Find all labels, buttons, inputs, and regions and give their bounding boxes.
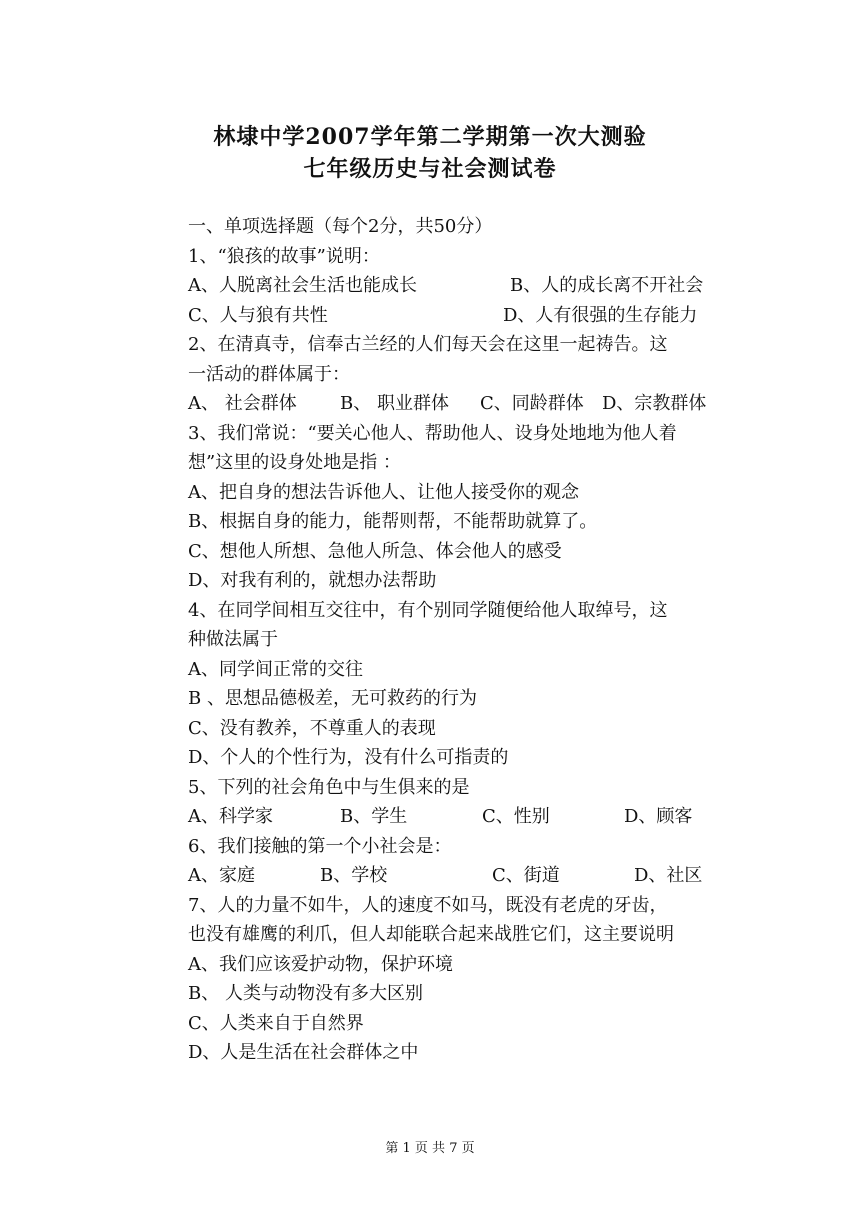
option-c: C、没有教养，不尊重人的表现 — [188, 717, 436, 739]
question-6-stem: 6、我们接触的第一个小社会是： — [188, 835, 452, 857]
question-6-options — [188, 861, 720, 891]
option-c: C、街道 — [492, 865, 560, 886]
option-a: A、家庭 — [188, 865, 255, 886]
option-b: B、根据自身的能力，能帮则帮，不能帮助就算了。 — [188, 511, 598, 532]
option-a: A、人脱离社会生活也能成长 — [188, 275, 417, 296]
question-2-stem-line-1: 2、在清真寺，信奉古兰经的人们每天会在这里一起祷告。这 — [188, 334, 668, 355]
option-a: A、我们应该爱护动物，保护环境 — [188, 953, 453, 975]
option-a: A、科学家 — [188, 806, 273, 827]
question-1-options-row-2 — [188, 301, 720, 331]
question-1-options-row-1 — [188, 271, 720, 301]
option-b: B、人的成长离不开社会 — [510, 275, 704, 296]
option-d: D、宗教群体 — [602, 393, 707, 414]
option-c: C、人与狼有共性 — [188, 304, 328, 326]
question-1-stem: 1、“狼孩的故事”说明： — [188, 245, 380, 267]
question-7-stem-line-2: 也没有雄鹰的利爪，但人却能联合起来战胜它们，这主要说明 — [188, 924, 674, 945]
option-b: B、学生 — [340, 806, 408, 827]
option-b: B 、思想品德极差，无可救药的行为 — [188, 688, 477, 709]
option-c: C、同龄群体 — [480, 393, 584, 414]
exam-title-school: 林埭中学2007学年第二学期第一次大测验 — [213, 124, 647, 150]
question-3-stem-line-2: 想”这里的设身处地是指 ： — [188, 452, 401, 473]
question-2-options — [188, 389, 720, 419]
question-5-stem: 5、下列的社会角色中与生俱来的是 — [188, 776, 470, 798]
option-d: D、对我有利的，就想办法帮助 — [188, 570, 437, 591]
question-4-stem-line-1: 4、在同学间相互交往中，有个别同学随便给他人取绰号，这 — [188, 599, 668, 621]
option-a: A、同学间正常的交往 — [188, 658, 363, 680]
option-b: B、学校 — [320, 865, 388, 886]
option-b: B、 人类与动物没有多大区别 — [188, 983, 423, 1004]
question-7-stem-line-1: 7、人的力量不如牛，人的速度不如马，既没有老虎的牙齿， — [188, 894, 668, 916]
question-4-stem-line-2: 种做法属于 — [188, 629, 278, 650]
option-c: C、想他人所想、急他人所急、体会他人的感受 — [188, 540, 562, 562]
option-d: D、顾客 — [624, 806, 693, 827]
question-2-stem-line-2: 一活动的群体属于： — [188, 363, 350, 385]
option-c: C、人类来自于自然界 — [188, 1012, 364, 1034]
option-c: C、性别 — [482, 806, 550, 827]
option-d: D、人是生活在社会群体之中 — [188, 1042, 419, 1063]
option-d: D、个人的个性行为，没有什么可指责的 — [188, 747, 509, 768]
option-a: A、 社会群体 — [188, 393, 297, 414]
option-d: D、人有很强的生存能力 — [503, 304, 698, 326]
option-b: B、 职业群体 — [340, 393, 449, 414]
page-number: 第 1 页 共 7 页 — [385, 1141, 475, 1156]
exam-title-subject: 七年级历史与社会测试卷 — [303, 156, 557, 182]
option-a: A、把自身的想法告诉他人、让他人接受你的观念 — [188, 481, 579, 503]
option-d: D、社区 — [634, 865, 703, 886]
question-3-stem-line-1: 3、我们常说：“要关心他人、帮助他人、设身处地地为他人着 — [188, 422, 677, 444]
question-5-options — [188, 802, 720, 832]
section-heading: 一、单项选择题（每个2分，共50分） — [188, 216, 493, 237]
exam-content — [188, 212, 720, 1068]
